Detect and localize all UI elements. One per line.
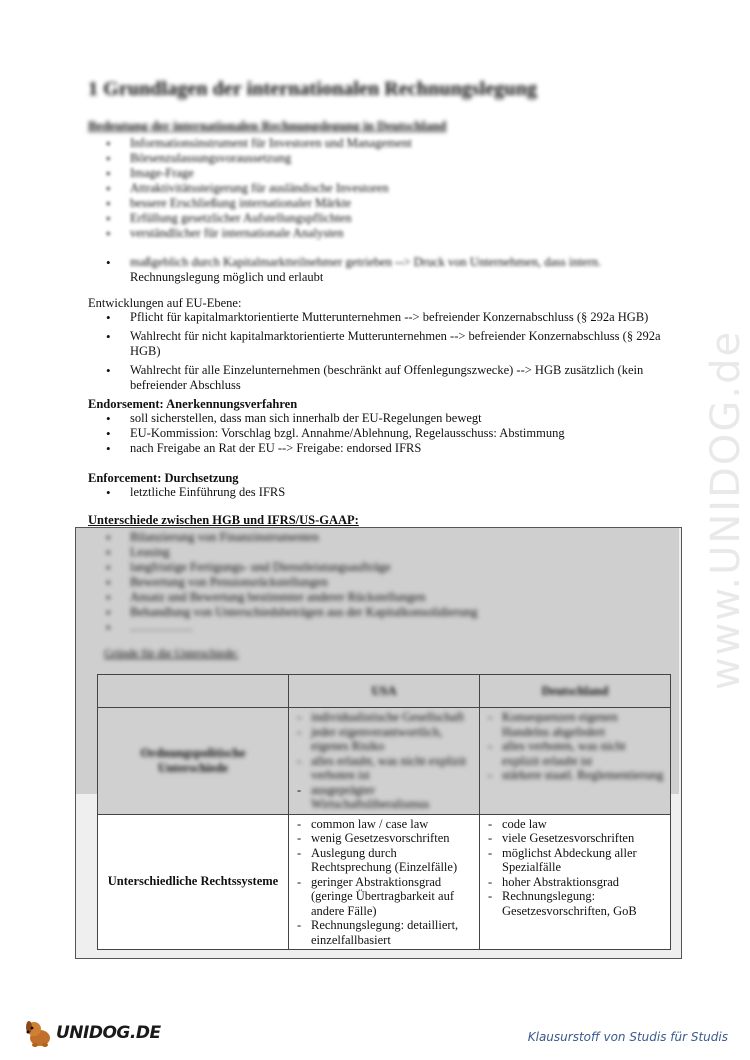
cell-item: - hoher Abstraktionsgrad xyxy=(486,875,664,890)
list-item: • Behandlung von Unterschiedsbeträgen aus der Kapitalkonsolidierung xyxy=(88,605,648,620)
list-item: • Bilanzierung von Finanzinstrumenten xyxy=(88,530,648,545)
cell-item: - code law xyxy=(486,817,664,832)
list-item: • Bewertung von Pensionsrückstellungen xyxy=(88,575,648,590)
list-item: • Attraktivitätssteigerung für ausländische Investoren xyxy=(88,181,648,196)
section1-heading: Bedeutung der internationalen Rechnungslegung in Deutschland xyxy=(88,118,447,133)
cell-item: - viele Gesetzesvorschriften xyxy=(486,831,664,846)
cell-item: - möglichst Abdeckung aller Spezialfälle xyxy=(486,846,664,875)
cell-item: - common law / case law xyxy=(295,817,473,832)
list-item: • nach Freigabe an Rat der EU --> Freigabe: endorsed IFRS xyxy=(88,441,678,456)
list-item: • Image-Frage xyxy=(88,166,648,181)
table-cell-usa xyxy=(289,708,480,815)
footer-slogan: Klausurstoff von Studis für Studis xyxy=(527,1030,728,1044)
table-header-cell xyxy=(98,675,289,708)
cell-item: - jeder eigenverantwortlich, eigenes Risiko xyxy=(295,725,473,754)
list-item: • letztliche Einführung des IFRS xyxy=(88,485,678,500)
endorsement-heading: Endorsement: Anerkennungsverfahren xyxy=(88,397,298,411)
enforcement-list xyxy=(88,485,678,500)
cell-item: - Konsequenzen eigenen Handelns abgefedert xyxy=(486,710,664,739)
table-row xyxy=(98,814,671,950)
list-item: • soll sicherstellen, dass man sich innerhalb der EU-Regelungen bewegt xyxy=(88,411,678,426)
comparison-table xyxy=(97,674,671,950)
list-item-line: Rechnungslegung möglich und erlaubt xyxy=(130,270,324,284)
cell-item: - ausgeprägter Wirtschaftsliberalismus xyxy=(295,783,473,812)
table-header-usa: USA xyxy=(289,675,480,708)
list-item: • Informationsinstrument für Investoren und Management xyxy=(88,136,648,151)
cell-item: - Auslegung durch Rechtsprechung (Einzelfälle) xyxy=(295,846,473,875)
page-title: 1 Grundlagen der internationalen Rechnungslegung xyxy=(88,78,537,100)
cell-item: - geringer Abstraktionsgrad (geringe Übertragbarkeit auf andere Fälle) xyxy=(295,875,473,919)
cell-item: - individualistische Gesellschaft xyxy=(295,710,473,725)
list-item: • bessere Erschließung internationaler Märkte xyxy=(88,196,648,211)
differences-heading: Unterschiede zwischen HGB und IFRS/US-GAAP: xyxy=(88,513,359,527)
cell-item: - alles erlaubt, was nicht explizit verboten ist xyxy=(295,754,473,783)
list-item: • Pflicht für kapitalmarktorientierte Mutterunternehmen --> befreiender Konzernabschluss (§ 292a HGB) xyxy=(88,310,678,325)
eu-list xyxy=(88,310,678,397)
dog-icon xyxy=(22,1016,56,1050)
cell-item: - stärkere staatl. Reglementierung xyxy=(486,768,664,783)
list-item: • Ansatz und Bewertung bestimmter anderer Rückstellungen xyxy=(88,590,648,605)
watermark xyxy=(703,275,749,745)
unidog-logo xyxy=(22,1016,161,1050)
section1-list xyxy=(88,136,648,285)
list-item: • Wahlrecht für alle Einzelunternehmen (beschränkt auf Offenlegungszwecke) --> HGB zusätzlich (kein befreiender Abschluss xyxy=(88,363,678,393)
list-item xyxy=(88,255,648,285)
list-item: • langfristige Fertigungs- und Dienstleistungsaufträge xyxy=(88,560,648,575)
list-item: • …………… xyxy=(88,620,648,635)
table-cell-usa xyxy=(289,814,480,950)
table-header-germany: Deutschland xyxy=(480,675,671,708)
row-label: Unterschiedliche Rechtssysteme xyxy=(98,814,289,950)
table-cell-germany xyxy=(480,708,671,815)
cell-item: - Rechnungslegung: Gesetzesvorschriften, GoB xyxy=(486,889,664,918)
differences-list xyxy=(88,530,648,635)
table-row xyxy=(98,708,671,815)
cell-item: - wenig Gesetzesvorschriften xyxy=(295,831,473,846)
row-label: Ordnungspolitische Unterschiede xyxy=(98,708,289,815)
table-cell-germany xyxy=(480,814,671,950)
list-item: • Leasing xyxy=(88,545,648,560)
list-item-line: • maßgeblich durch Kapitalmarktteilnehmer getrieben --> Druck von Unternehmen, dass intern. xyxy=(130,255,602,269)
list-item: • Erfüllung gesetzlicher Aufstellungspflichten xyxy=(88,211,648,226)
list-item: • EU-Kommission: Vorschlag bzgl. Annahme/Ablehnung, Regelausschuss: Abstimmung xyxy=(88,426,678,441)
cell-item: - Rechnungslegung: detailliert, einzelfallbasiert xyxy=(295,918,473,947)
eu-heading: Entwicklungen auf EU-Ebene: xyxy=(88,296,242,310)
enforcement-heading: Enforcement: Durchsetzung xyxy=(88,471,239,485)
list-item: • verständlicher für internationale Analysten xyxy=(88,226,648,241)
reasons-heading: Gründe für die Unterschiede: xyxy=(104,648,239,660)
cell-item: - alles verboten, was nicht explizit erlaubt ist xyxy=(486,739,664,768)
watermark-text: www.UNIDOG.de xyxy=(703,329,749,691)
endorsement-list xyxy=(88,411,678,456)
list-item: • Wahlrecht für nicht kapitalmarktorientierte Mutterunternehmen --> befreiender Konzernabschluss (§ 292a HGB) xyxy=(88,329,678,359)
logo-text: UNIDOG.DE xyxy=(56,1023,161,1043)
list-item: • Börsenzulassungsvoraussetzung xyxy=(88,151,648,166)
